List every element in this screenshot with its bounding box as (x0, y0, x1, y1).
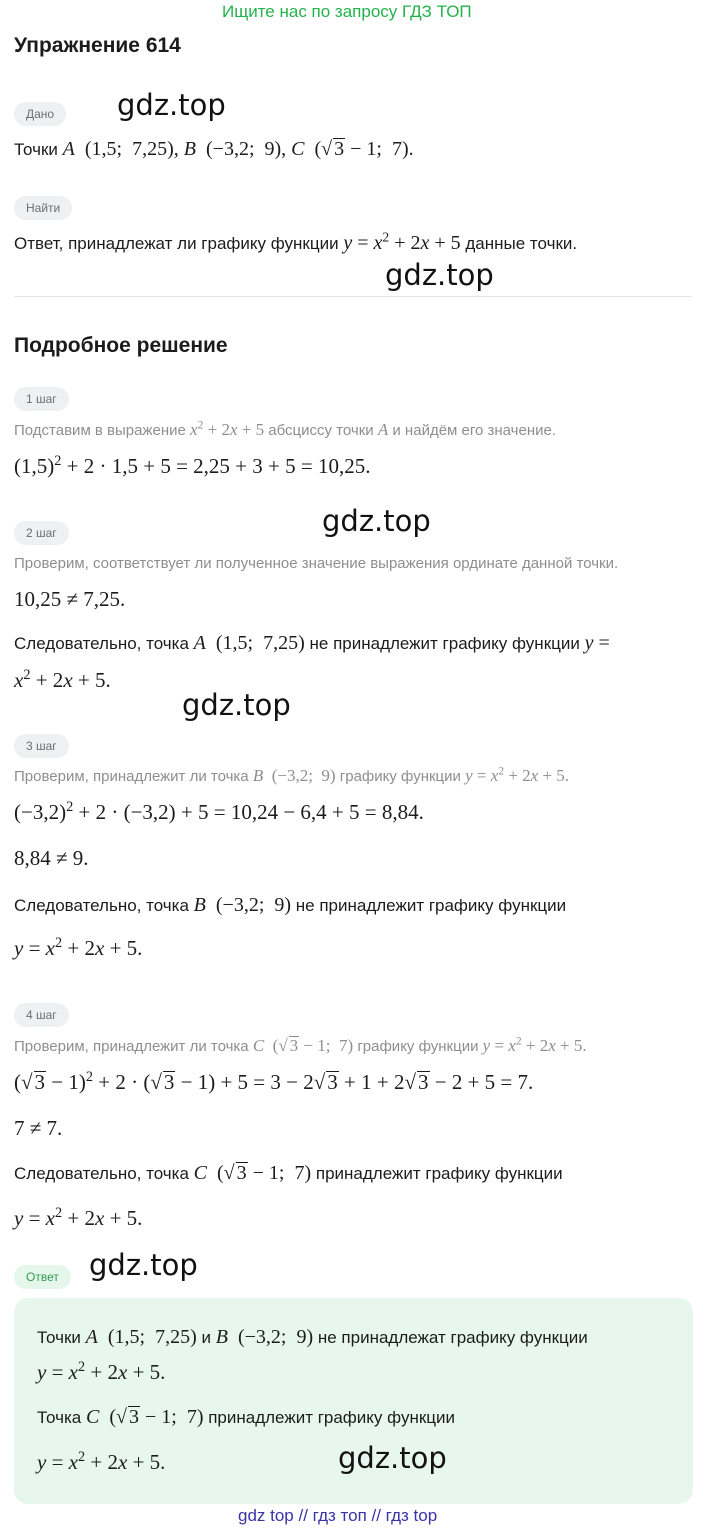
step-2-tag: 2 шаг (14, 521, 69, 545)
given-tag: Дано (14, 102, 66, 126)
step-1-description: Подставим в выражение $x^2 + 2x + 5$ абсциссу точки A и найдём его значение. (14, 418, 557, 439)
step-2-function: $x^2 + 2x + 5$. (14, 667, 111, 692)
answer-line-2: Точка C (√ 3 − 1; 7) принадлежит графику функции (37, 1406, 455, 1428)
step-3-inequality: 8,84 ≠ 9. (14, 846, 89, 870)
answer-tag: Ответ (14, 1265, 71, 1289)
find-tag: Найти (14, 196, 72, 220)
watermark: gdz.top (89, 1248, 198, 1282)
step-2-equation: 10,25 ≠ 7,25. (14, 587, 126, 611)
step-4-equation: $(√3 - 1)^2 + 2 \cdot (√3 - 1) + 5 = 3 - 2√3 + 1 + 2√3 - 2 + 5 = 7$. (14, 1069, 534, 1094)
watermark: gdz.top (338, 1441, 447, 1475)
step-2-conclusion: Следовательно, точка A (1,5; 7,25) не принадлежит графику функции y = (14, 632, 610, 654)
step-3-equation: $(-3,2)^2 + 2 \cdot (-3,2) + 5 = 10,24 - 6,4 + 5 = 8,84$. (14, 799, 424, 824)
step-4-conclusion: Следовательно, точка C (√ 3 − 1; 7) принадлежит графику функции (14, 1162, 563, 1184)
watermark: gdz.top (182, 688, 291, 722)
step-4-function: $y = x^2 + 2x + 5$. (14, 1205, 143, 1230)
step-4-tag: 4 шаг (14, 1003, 69, 1027)
step-3-description: Проверим, принадлежит ли точка B (−3,2; 9) графику функции $y = x^2 + 2x + 5$. (14, 764, 570, 785)
step-3-function: $y = x^2 + 2x + 5$. (14, 935, 143, 960)
search-banner[interactable]: Ищите нас по запросу ГДЗ ТОП (222, 2, 472, 21)
answer-function-1: $y = x^2 + 2x + 5$. (37, 1359, 166, 1384)
step-2-description: Проверим, соответствует ли полученное значение выражения ординате данной точки. (14, 555, 619, 572)
find-text: Ответ, принадлежат ли графику функции $y = x^2 + 2x + 5$ данные точки. (14, 229, 578, 254)
solution-title: Подробное решение (14, 334, 228, 357)
page-title: Упражнение 614 (14, 34, 181, 57)
step-4-description: Проверим, принадлежит ли точка C (√ 3 − 1; 7) графику функции $y = x^2 + 2x + 5$. (14, 1034, 587, 1055)
step-1-tag: 1 шаг (14, 387, 69, 411)
step-4-inequality: 7 ≠ 7. (14, 1116, 63, 1140)
divider (14, 296, 692, 297)
footer-links[interactable]: gdz top // гдз топ // гдз top (238, 1506, 438, 1525)
watermark: gdz.top (117, 88, 226, 122)
answer-line-1: Точки A (1,5; 7,25) и B (−3,2; 9) не принадлежат графику функции (37, 1326, 588, 1348)
answer-function-2: $y = x^2 + 2x + 5$. (37, 1449, 166, 1474)
watermark: gdz.top (385, 258, 494, 292)
step-3-conclusion: Следовательно, точка B (−3,2; 9) не принадлежит графику функции (14, 894, 567, 916)
step-3-tag: 3 шаг (14, 734, 69, 758)
given-text: Точки A (1,5; 7,25), B (−3,2; 9), C (√ 3 − 1; 7). (14, 138, 414, 160)
watermark: gdz.top (322, 504, 431, 538)
step-1-equation: $(1,5)^2 + 2 \cdot 1,5 + 5 = 2,25 + 3 + 5 = 10,25$. (14, 453, 371, 478)
